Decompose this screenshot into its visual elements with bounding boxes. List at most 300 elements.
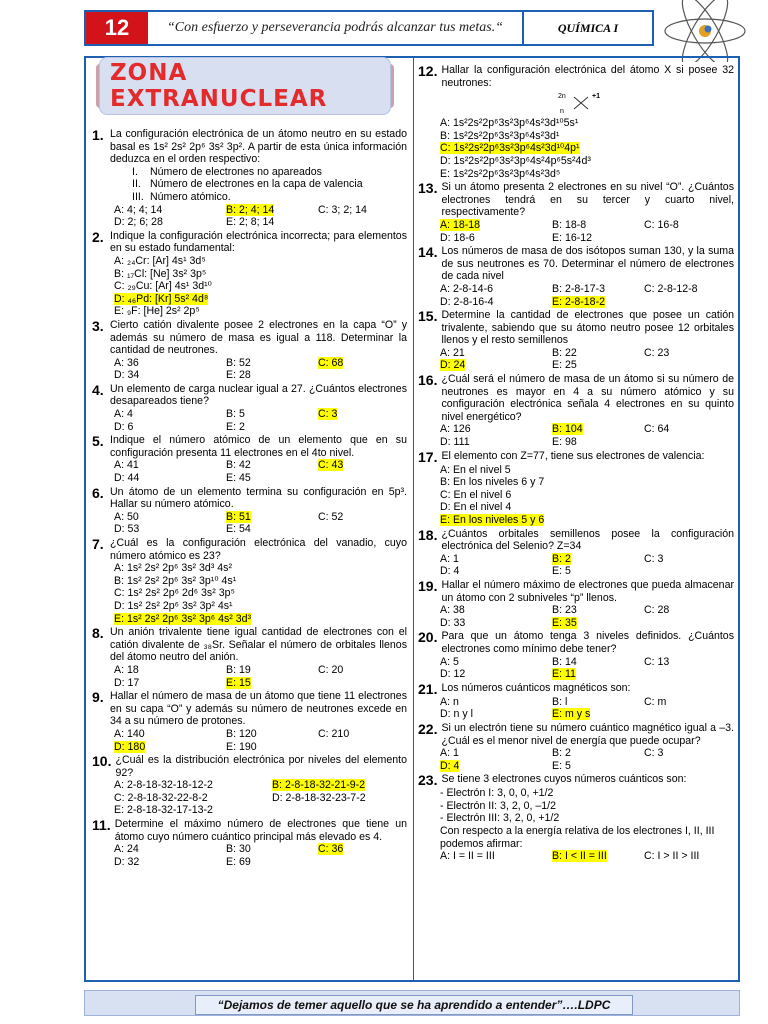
option-cell <box>226 511 318 524</box>
correct-answer: E: 1s² 2s² 2p⁶ 3s² 3p⁶ 4s² 3d³ <box>114 612 252 625</box>
option-cell <box>644 553 754 566</box>
option-cell <box>318 728 428 741</box>
header-bar <box>84 10 654 46</box>
option-cell <box>114 459 226 472</box>
option-cell <box>440 565 552 578</box>
option-cell <box>114 804 272 817</box>
options-grid <box>418 604 734 629</box>
options-grid <box>92 779 407 817</box>
options-grid <box>92 357 407 382</box>
option-line <box>418 117 734 130</box>
answer-option: A: 18 <box>114 663 139 676</box>
question-number: 19. <box>418 577 438 594</box>
option-cell <box>318 408 428 421</box>
answer-option: A: 2-8-14-6 <box>440 282 493 295</box>
question-item <box>418 773 734 863</box>
subject-label: QUÍMICA I <box>522 12 652 44</box>
question-item <box>92 818 407 868</box>
option-line <box>418 825 734 850</box>
answer-option: E: 5 <box>552 565 571 578</box>
option-cell <box>644 850 754 863</box>
question-text: Determine el máximo número de electrones que tiene un átomo cuyo número cuántico principal más elevado es 4. <box>114 818 407 843</box>
question-number: 1. <box>92 127 104 143</box>
correct-answer: D: ₄₆Pd: [Kr] 5s² 4d⁸ <box>114 292 209 305</box>
question-text: Hallar el número de masa de un átomo que tiene 11 electrones en su capa “O” y además su número de neutrones excede en 34 a su número de protones. <box>110 690 407 728</box>
correct-answer: D: 24 <box>440 359 466 372</box>
option-cell <box>552 617 644 630</box>
option-cell <box>318 664 428 677</box>
correct-answer: B: 51 <box>226 510 251 523</box>
answer-option: A: 38 <box>440 604 465 617</box>
option-cell <box>226 728 318 741</box>
footer-quote: “Dejamos de temer aquello que se ha aprendido a entender”….LDPC <box>195 995 633 1015</box>
option-cell <box>440 617 552 630</box>
question-number: 2. <box>92 228 104 245</box>
answer-option: A: 41 <box>114 459 139 472</box>
option-cell <box>226 357 318 370</box>
options-grid <box>92 408 407 433</box>
answer-option: C: 13 <box>644 655 670 668</box>
option-cell <box>226 523 318 536</box>
option-cell <box>552 232 644 245</box>
statement-item <box>92 166 407 179</box>
answer-option: B: ₁₇Cl: [Ne] 3s² 3p⁵ <box>114 267 207 280</box>
correct-answer: E: m y s <box>552 708 591 721</box>
option-cell <box>272 779 428 792</box>
option-cell <box>552 696 644 709</box>
question-number: 4. <box>92 381 104 398</box>
correct-answer: A: 18-18 <box>440 218 481 231</box>
option-cell <box>226 472 318 485</box>
question-text: Indique el número atómico de un elemento que en su configuración presenta 11 electrones en el 4to nivel. <box>110 434 407 459</box>
statement-text: Número de electrones no apareados <box>150 165 322 178</box>
option-cell <box>644 283 754 296</box>
statement-numeral: III. <box>132 190 144 203</box>
option-cell <box>552 283 644 296</box>
option-cell <box>552 668 644 681</box>
answer-option: C: 210 <box>318 727 350 740</box>
answer-option: D: 2-8-18-32-23-7-2 <box>272 791 366 804</box>
option-cell <box>440 423 552 436</box>
answer-option: D: 1s²2s²2p⁶3s²3p⁶4s²4p⁶5s²4d³ <box>440 154 591 167</box>
option-cell <box>226 459 318 472</box>
answer-option: E: 2; 8; 14 <box>226 216 275 229</box>
answer-option: A: 2-8-18-32-18-12-2 <box>114 779 213 792</box>
correct-answer: E: 15 <box>226 676 251 689</box>
answer-option: A: 140 <box>114 727 145 740</box>
answer-option: - Electrón III: 3, 2, 0, +1/2 <box>440 812 560 825</box>
options-grid <box>418 219 734 244</box>
question-head <box>418 722 734 747</box>
question-text: Cierto catión divalente posee 2 electrones en la capa “O” y además su número de masa es igual a 118. Determinar la cantidad de neutrones. <box>110 318 407 357</box>
correct-answer: C: 36 <box>318 843 344 856</box>
answer-option: D: 1s² 2s² 2p⁶ 3s² 3p² 4s¹ <box>114 599 233 612</box>
options-grid <box>418 656 734 681</box>
question-item <box>418 450 734 527</box>
question-item <box>92 319 407 382</box>
options-grid <box>92 843 407 868</box>
answer-option: B: 1s² 2s² 2p⁶ 3s² 3p¹⁰ 4s¹ <box>114 574 237 587</box>
option-cell <box>644 219 754 232</box>
answer-option: A: 1s²2s²2p⁶3s²3p⁶4s²3d¹⁰5s¹ <box>440 117 579 130</box>
correct-answer: B: 2; 4; 14 <box>226 203 275 216</box>
answer-option: B: 14 <box>552 655 577 668</box>
statement-text: Número atómico. <box>150 190 231 203</box>
options-grid <box>418 423 734 448</box>
question-head <box>92 818 407 843</box>
option-line <box>418 464 734 477</box>
answer-option: D: 12 <box>440 668 466 681</box>
question-item <box>92 690 407 753</box>
answer-option: C: 64 <box>644 423 670 436</box>
question-text: Hallar el número máximo de electrones que pueda almacenar un átomo con 2 subniveles “p” llenos. <box>441 578 734 604</box>
option-cell <box>440 747 552 760</box>
option-cell <box>552 553 644 566</box>
option-cell <box>644 604 754 617</box>
question-text: Determine la cantidad de electrones que posee un catión trivalente, sabiendo que su átomo neutro posee 12 orbitales llenos y el resto semillenos <box>441 309 734 347</box>
question-head <box>418 450 734 464</box>
option-line <box>92 293 407 306</box>
diagram-atomic-label: n <box>560 108 564 116</box>
option-cell <box>114 843 226 856</box>
question-head <box>92 128 407 166</box>
answer-option: B: 42 <box>226 459 251 472</box>
answer-option: A: ₂₄Cr: [Ar] 4s¹ 3d⁵ <box>114 254 206 267</box>
option-cell <box>440 296 552 309</box>
answer-option: C: 2-8-18-32-22-8-2 <box>114 791 208 804</box>
answer-option: B: 5 <box>226 408 245 421</box>
question-number: 18. <box>418 526 438 543</box>
question-number: 23. <box>418 772 438 789</box>
answer-option: E: 28 <box>226 369 251 382</box>
question-head <box>418 630 734 655</box>
option-cell <box>644 747 754 760</box>
answer-option: A: 4; 4; 14 <box>114 203 163 216</box>
option-cell <box>114 421 226 434</box>
option-cell <box>440 708 552 721</box>
option-cell <box>226 369 318 382</box>
option-line <box>92 280 407 293</box>
option-line <box>418 142 734 155</box>
question-head <box>92 434 407 459</box>
correct-answer: E: 2-8-18-2 <box>552 295 605 308</box>
question-item <box>418 309 734 372</box>
question-head <box>418 682 734 696</box>
option-line <box>92 255 407 268</box>
answer-option: D: n y l <box>440 708 473 721</box>
option-cell <box>440 850 552 863</box>
question-item <box>418 181 734 244</box>
answer-option: B: 2 <box>552 747 571 760</box>
question-item <box>92 626 407 689</box>
options-grid <box>92 728 407 753</box>
option-line <box>418 489 734 502</box>
answer-option: A: 24 <box>114 843 139 856</box>
answer-option: A: 1s² 2s² 2p⁶ 3s² 3d³ 4s² <box>114 562 232 575</box>
answer-option: C: 1s² 2s² 2p⁶ 2d⁶ 3s² 3p⁵ <box>114 587 235 600</box>
option-cell <box>552 296 644 309</box>
option-cell <box>114 408 226 421</box>
option-cell <box>114 472 226 485</box>
statement-item <box>92 178 407 191</box>
answer-option: D: 111 <box>440 436 470 449</box>
answer-option: A: n <box>440 695 459 708</box>
answer-option: E: 5 <box>552 759 571 772</box>
answer-option: E: ₉F: [He] 2s² 2p⁵ <box>114 305 200 318</box>
answer-option: B: 1s²2s²2p⁶3s²3p⁶4s²3d¹ <box>440 129 560 142</box>
question-text: Indique la configuración electrónica incorrecta; para elementos en su estado fundamental: <box>110 229 407 255</box>
correct-answer: C: 43 <box>318 459 344 472</box>
answer-option: B: 120 <box>226 727 257 740</box>
correct-answer: B: 2-8-18-32-21-9-2 <box>272 779 366 792</box>
question-head <box>418 773 734 787</box>
answer-option: B: 19 <box>226 663 251 676</box>
option-line <box>418 812 734 825</box>
question-item <box>418 528 734 578</box>
question-head <box>92 486 407 511</box>
answer-option: A: 4 <box>114 408 133 421</box>
question-head <box>418 181 734 219</box>
option-line <box>92 305 407 318</box>
question-head <box>92 537 407 562</box>
answer-option: C: 3; 2; 14 <box>318 203 367 216</box>
option-cell <box>318 357 428 370</box>
question-text: Los números de masa de dos isótopos suman 130, y la suma de sus neutrones es 70. Determinar el número de electrones de cada nivel <box>441 245 734 283</box>
option-cell <box>114 779 272 792</box>
correct-answer: E: En los niveles 5 y 6 <box>440 514 545 526</box>
option-cell <box>114 369 226 382</box>
option-cell <box>552 760 644 773</box>
option-line <box>418 476 734 489</box>
question-number: 20. <box>418 629 438 646</box>
question-item <box>92 434 407 484</box>
question-head <box>92 626 407 664</box>
left-column <box>92 128 407 869</box>
option-cell <box>644 696 754 709</box>
title-box <box>96 60 394 112</box>
page-title: ZONA EXTRANUCLEAR <box>99 57 391 115</box>
answer-option: C: ₂₉Cu: [Ar] 4s¹ 3d¹⁰ <box>114 280 212 293</box>
options-grid <box>92 459 407 484</box>
question-number: 22. <box>418 720 438 737</box>
question-head <box>92 383 407 408</box>
answer-option: A: 1 <box>440 552 459 565</box>
option-line <box>418 800 734 813</box>
correct-answer: D: 180 <box>114 740 146 753</box>
option-cell <box>318 204 428 217</box>
question-item <box>418 722 734 772</box>
option-cell <box>552 656 644 669</box>
question-text: Los números cuánticos magnéticos son: <box>441 681 631 694</box>
statement-item <box>92 191 407 204</box>
answer-option: C: 16-8 <box>644 218 679 231</box>
option-cell <box>552 436 644 449</box>
question-item <box>418 682 734 721</box>
option-cell <box>552 850 644 863</box>
question-head <box>418 373 734 423</box>
correct-answer: E: 11 <box>552 668 576 681</box>
answer-option: E: 2-8-18-32-17-13-2 <box>114 804 213 817</box>
option-line <box>418 168 734 181</box>
answer-option: D: 2-8-16-4 <box>440 295 494 308</box>
question-item <box>418 373 734 449</box>
question-head <box>92 230 407 255</box>
answer-option: A: 36 <box>114 356 139 369</box>
answer-option: E: 1s²2s²2p⁶3s²3p⁶4s²3d⁵ <box>440 167 561 180</box>
correct-answer: C: 68 <box>318 356 344 369</box>
answer-option: A: 50 <box>114 510 139 523</box>
question-head <box>418 309 734 347</box>
option-cell <box>644 423 754 436</box>
option-cell <box>114 511 226 524</box>
option-cell <box>552 347 644 360</box>
answer-option: A: 5 <box>440 655 459 668</box>
answer-option: A: 21 <box>440 346 465 359</box>
option-cell <box>552 565 644 578</box>
answer-option: B: 52 <box>226 356 251 369</box>
option-cell <box>644 656 754 669</box>
statement-numeral: I. <box>132 165 138 178</box>
correct-answer: E: 35 <box>552 616 577 629</box>
option-cell <box>552 359 644 372</box>
option-cell <box>114 523 226 536</box>
nuclide-notation-diagram <box>558 89 638 117</box>
answer-option: D: En el nivel 4 <box>440 501 512 514</box>
question-text: ¿Cuál será el número de masa de un átomo si su número de neutrones es mayor en 4 a su número atómico y su configuración electrónica señala 4 electrones en su quinto nivel energético? <box>441 373 734 423</box>
answer-option: - Electrón I: 3, 0, 0, +1/2 <box>440 787 554 800</box>
correct-answer: B: 2 <box>552 552 571 565</box>
option-cell <box>226 664 318 677</box>
question-number: 12. <box>418 63 438 79</box>
answer-option: E: 2 <box>226 420 245 433</box>
page-number-badge: 12 <box>86 12 148 44</box>
option-cell <box>226 421 318 434</box>
question-number: 3. <box>92 317 104 334</box>
question-text: Un átomo de un elemento termina su configuración en 5p³. Hallar su número atómico. <box>110 485 407 511</box>
option-cell <box>114 741 226 754</box>
question-number: 9. <box>92 689 104 706</box>
answer-option: C: 3 <box>644 552 664 565</box>
footer-bar <box>84 990 740 1016</box>
option-line <box>92 575 407 588</box>
option-cell <box>440 347 552 360</box>
answer-option: D: 6 <box>114 420 134 433</box>
option-line <box>92 613 407 626</box>
answer-option: A: 126 <box>440 423 471 436</box>
answer-option: E: 54 <box>226 523 251 536</box>
option-cell <box>440 604 552 617</box>
answer-option: D: 44 <box>114 472 140 485</box>
option-cell <box>226 856 318 869</box>
question-head <box>92 754 407 779</box>
question-number: 14. <box>418 244 438 261</box>
question-item <box>92 230 407 318</box>
diagram-mass-label: 2n <box>558 93 566 101</box>
option-cell <box>440 283 552 296</box>
question-text: ¿Cuántos orbitales semillenos posee la configuración electrónica del Selenio? Z=34 <box>441 527 734 553</box>
option-cell <box>114 728 226 741</box>
answer-option: A: I = II = III <box>440 850 495 863</box>
question-text: Si un átomo presenta 2 electrones en su nivel “O”. ¿Cuántos electrones tendrá en su tercer y cuarto nivel, respectivamente? <box>441 181 734 219</box>
answer-option: E: 98 <box>552 436 577 449</box>
answer-option: A: 1 <box>440 747 459 760</box>
option-cell <box>114 856 226 869</box>
answer-option: D: 4 <box>440 565 460 578</box>
atom-logo-icon <box>660 0 750 62</box>
option-cell <box>440 359 552 372</box>
header-motto: “Con esfuerzo y perseverancia podrás alcanzar tus metas.“ <box>167 20 503 35</box>
question-text: Se tiene 3 electrones cuyos números cuánticos son: <box>441 773 687 786</box>
question-head <box>418 579 734 604</box>
question-number: 13. <box>418 180 438 197</box>
option-line <box>92 562 407 575</box>
option-cell <box>318 843 428 856</box>
question-text: Hallar la configuración electrónica del átomo X si posee 32 neutrones: <box>441 64 734 89</box>
question-item <box>92 383 407 433</box>
option-line <box>418 155 734 168</box>
option-cell <box>226 741 318 754</box>
answer-option: E: 190 <box>226 740 257 753</box>
option-cell <box>644 347 754 360</box>
correct-answer: C: 3 <box>318 408 338 421</box>
option-line <box>418 501 734 514</box>
answer-option: E: 25 <box>552 359 577 372</box>
question-number: 6. <box>92 484 104 501</box>
option-cell <box>226 408 318 421</box>
answer-option: C: I > II > III <box>644 850 700 863</box>
question-text: ¿Cuál es la distribución electrónica por niveles del elemento 92? <box>115 754 407 779</box>
question-number: 17. <box>418 448 438 465</box>
question-head <box>418 245 734 283</box>
question-number: 21. <box>418 680 438 697</box>
question-head <box>92 319 407 357</box>
statement-text: Número de electrones en la capa de valencia <box>150 178 363 191</box>
answer-option: - Electrón II: 3, 2, 0, –1/2 <box>440 799 557 812</box>
option-cell <box>440 232 552 245</box>
question-item <box>418 630 734 680</box>
question-item <box>92 537 407 625</box>
option-line <box>92 600 407 613</box>
answer-option: C: 28 <box>644 604 670 617</box>
option-cell <box>114 792 272 805</box>
answer-option: B: 2-8-17-3 <box>552 282 605 295</box>
answer-option: D: 34 <box>114 369 140 382</box>
question-number: 8. <box>92 625 104 642</box>
answer-option: C: 20 <box>318 663 344 676</box>
option-cell <box>226 843 318 856</box>
answer-option: B: 22 <box>552 346 577 359</box>
answer-option: B: 23 <box>552 604 577 617</box>
options-grid <box>418 283 734 308</box>
option-cell <box>226 216 318 229</box>
options-grid <box>418 696 734 721</box>
question-text: ¿Cuál es la configuración electrónica del vanadio, cuyo número atómico es 23? <box>110 537 407 562</box>
question-number: 7. <box>92 536 104 552</box>
answer-option: C: 52 <box>318 510 344 523</box>
answer-option: C: m <box>644 695 667 708</box>
options-grid <box>92 204 407 229</box>
answer-option: E: 45 <box>226 472 251 485</box>
answer-option: E: 16-12 <box>552 231 593 244</box>
statement-numeral: II. <box>132 178 141 191</box>
diagram-charge-label: +1 <box>592 93 600 101</box>
option-cell <box>440 656 552 669</box>
option-cell <box>114 677 226 690</box>
options-grid <box>92 664 407 689</box>
question-number: 10. <box>92 753 112 770</box>
question-item <box>92 128 407 229</box>
answer-option: C: 2-8-12-8 <box>644 282 698 295</box>
